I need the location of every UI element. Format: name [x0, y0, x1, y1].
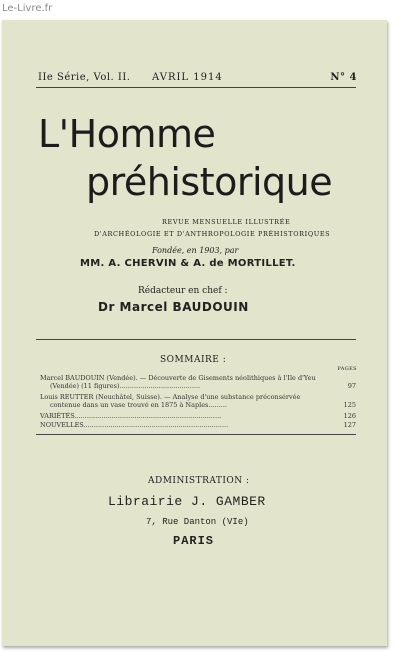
publisher-address: 7, Rue Danton (VIe) [146, 517, 249, 527]
watermark: Le-Livre.fr [2, 3, 53, 14]
founders-names: MM. A. CHERVIN & A. de MORTILLET. [80, 258, 296, 269]
subtitle-line-1: REVUE MENSUELLE ILLUSTRÉE [162, 218, 291, 226]
toc-entry [40, 421, 356, 429]
toc-entry-line: contenue dans un vase trouvé en 1875 à Naples......... [50, 401, 227, 409]
title-line-2: préhistorique [86, 160, 333, 204]
toc-page-number: 97 [347, 382, 356, 390]
header-rule [36, 87, 356, 88]
publisher-city: PARIS [173, 534, 215, 548]
editor-name: Dr Marcel BAUDOUIN [98, 300, 249, 314]
toc-page-number: 127 [343, 421, 356, 429]
toc-entry [40, 393, 356, 409]
toc-entry [40, 412, 356, 420]
toc-entry-line: Louis REUTTER (Neuchâtel, Suisse). — Analyse d'une substance préconsérvée [40, 393, 301, 401]
issue-number: N° 4 [330, 72, 357, 83]
toc-page-number: 126 [343, 412, 356, 420]
toc-page-number: 125 [343, 401, 356, 409]
issue-date: AVRIL 1914 [152, 72, 223, 83]
administration-label: ADMINISTRATION : [148, 476, 250, 486]
title-line-1: L'Homme [38, 112, 216, 156]
sommaire-top-rule [36, 339, 356, 340]
series-info: IIe Série, Vol. II. [38, 72, 131, 83]
toc-entry [40, 374, 356, 390]
editor-label: Rédacteur en chef : [138, 286, 228, 296]
magazine-cover [2, 20, 387, 646]
sommaire-heading: SOMMAIRE : [160, 355, 227, 365]
pages-label: PAGES [337, 366, 357, 372]
sommaire-bottom-rule [36, 434, 356, 435]
founders-intro: Fondée, en 1903, par [152, 246, 239, 255]
toc-entry-line: (Vendée) (11 figures)....................................... [50, 382, 201, 390]
toc-entry-line: NOUVELLES...................................................................... [40, 421, 229, 429]
subtitle-line-2: D'ARCHÉOLOGIE ET D'ANTHROPOLOGIE PRÉHISTORIQUES [94, 230, 331, 238]
publisher-name: Librairie J. GAMBER [108, 494, 266, 509]
toc-entry-line: Marcel BAUDOUIN (Vendée). — Découverte de Gisements néolithiques à l'Ile d'Yeu [40, 374, 316, 382]
toc-entry-line: VARIÉTÉS....................................................................... [40, 412, 222, 420]
